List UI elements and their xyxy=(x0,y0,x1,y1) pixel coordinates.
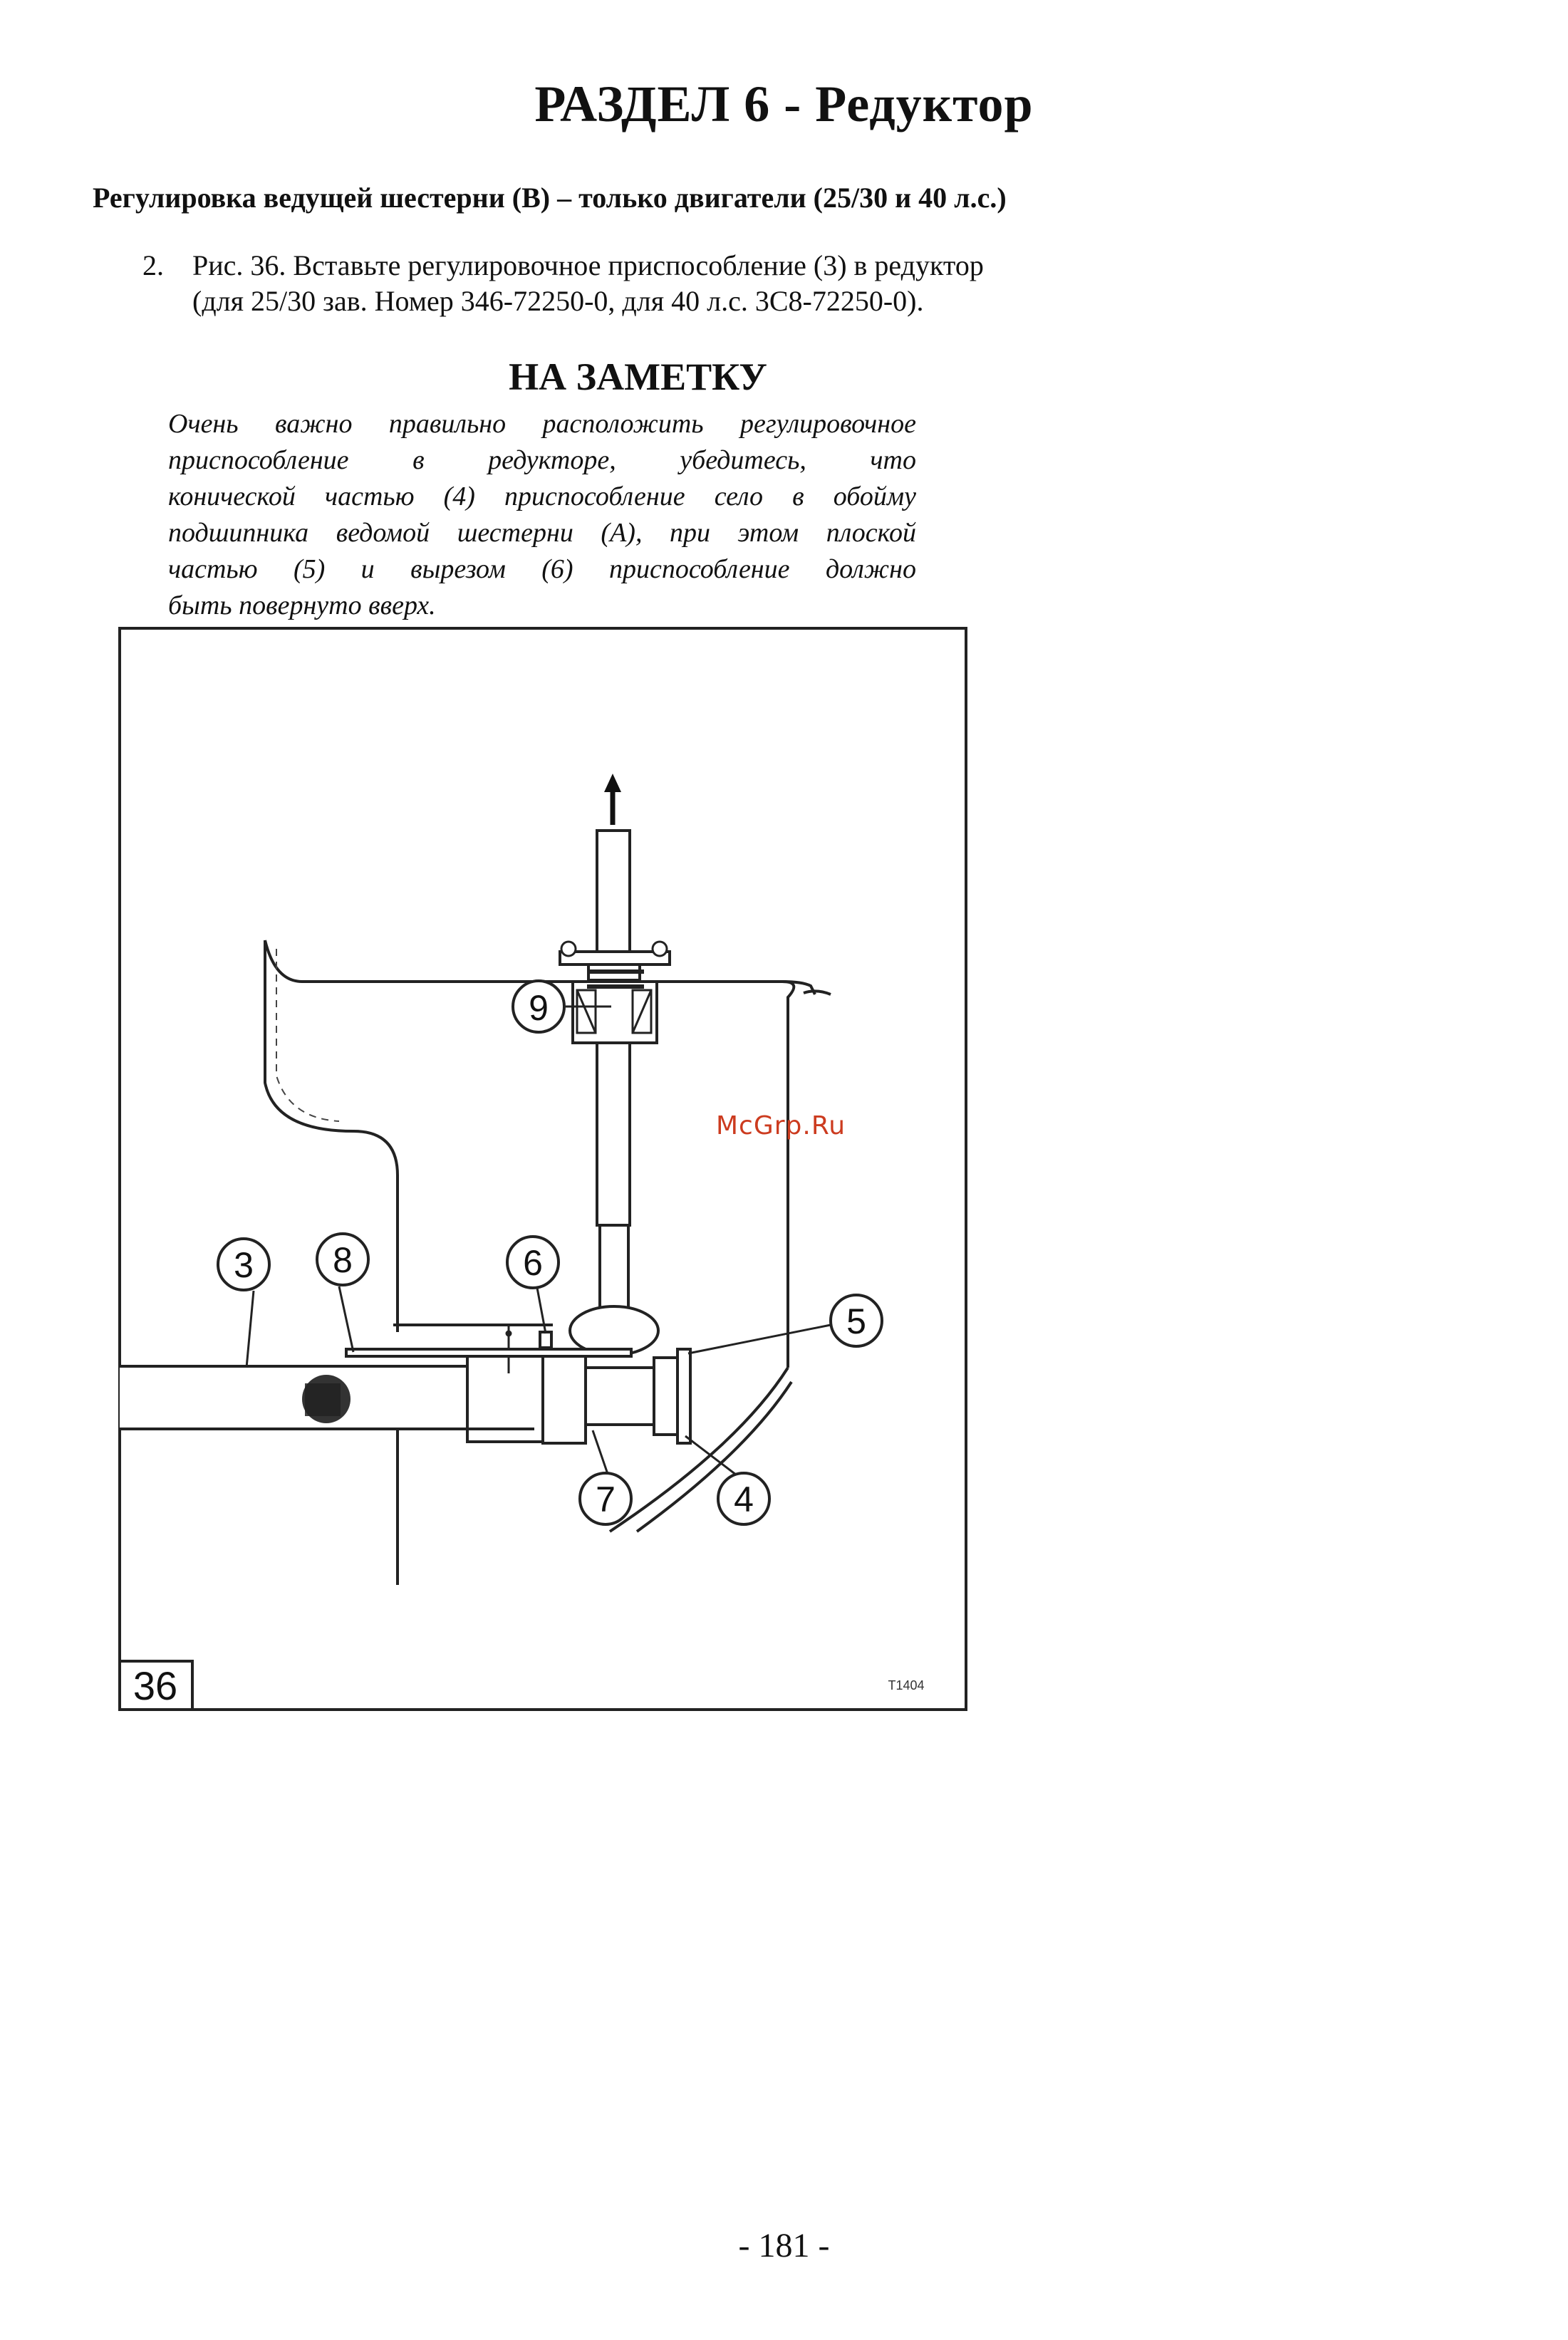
callout-label: 5 xyxy=(846,1301,866,1341)
section-subtitle: Регулировка ведущей шестерни (B) – только двигатели (25/30 и 40 л.с.) xyxy=(93,182,1007,214)
callout-label: 6 xyxy=(523,1243,543,1283)
gearcase-diagram xyxy=(118,627,967,1711)
note-body xyxy=(168,406,916,624)
page-title: РАЗДЕЛ 6 - Редуктор xyxy=(534,76,1034,132)
figure-code: T1404 xyxy=(888,1678,925,1692)
step-text: Рис. 36. Вставьте регулировочное приспособление (3) в редуктор (для 25/30 зав. Номер 346-72250-0, для 40 л.с. 3C8-72250-0). xyxy=(192,249,984,317)
figure-number: 36 xyxy=(133,1663,178,1708)
note-heading: НА ЗАМЕТКУ xyxy=(509,355,767,398)
note-line: быть повернуто вверх. xyxy=(168,591,436,620)
figure-36 xyxy=(118,627,967,1711)
page-number: - 181 - xyxy=(738,2227,830,2264)
callout-label: 8 xyxy=(333,1240,353,1280)
callout-7 xyxy=(580,1473,631,1524)
callout-6 xyxy=(507,1237,559,1288)
note-line: приспособление в редукторе, убедитесь, что xyxy=(168,445,916,475)
callout-label: 4 xyxy=(734,1480,754,1519)
callout-label: 7 xyxy=(596,1480,616,1519)
callout-8 xyxy=(317,1234,368,1285)
callout-label: 9 xyxy=(529,988,549,1028)
step-number: 2. xyxy=(142,249,164,281)
callout-9 xyxy=(513,981,564,1032)
watermark: McGrp.Ru xyxy=(716,1111,846,1140)
housing-dashed-outline xyxy=(276,949,339,1121)
callout-3 xyxy=(218,1239,269,1290)
note-line: Очень важно правильно расположить регулировочное xyxy=(168,409,916,439)
drive-shaft xyxy=(560,831,670,1355)
tool-handle-mark xyxy=(305,1383,341,1416)
note-line: частью (5) и вырезом (6) приспособление должно xyxy=(168,554,916,584)
arrow-up-icon xyxy=(604,774,621,825)
callout-label: 3 xyxy=(234,1245,254,1285)
note-line: конической частью (4) приспособление село в обойму xyxy=(168,482,916,511)
callout-4 xyxy=(718,1473,769,1524)
figure-frame xyxy=(120,628,966,1710)
note-line: подшипника ведомой шестерни (A), при этом плоской xyxy=(168,518,916,548)
callout-5 xyxy=(831,1295,882,1346)
